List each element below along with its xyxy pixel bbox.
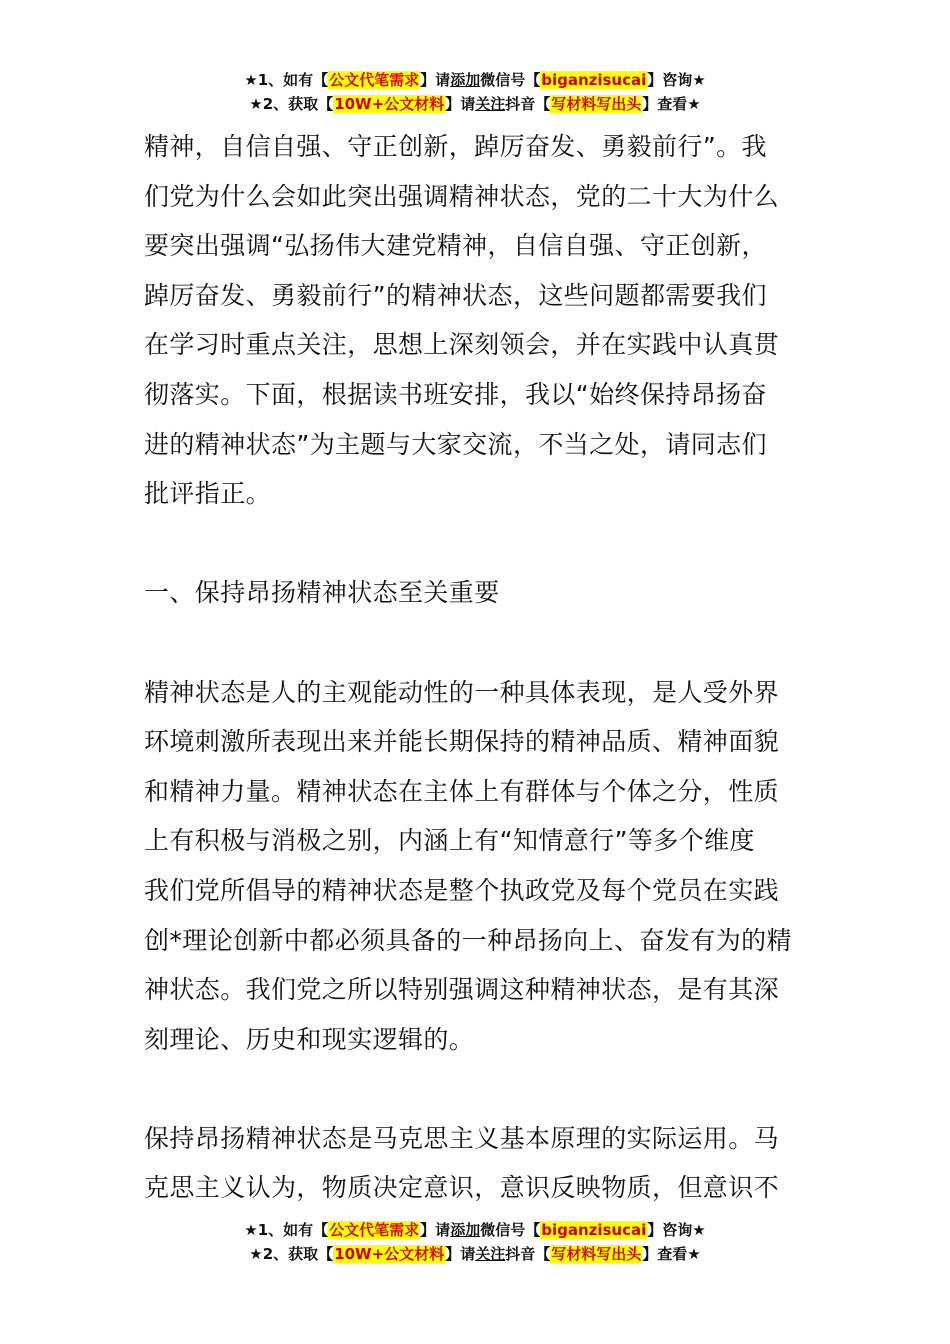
promo-text: 抖音【 [505,1245,551,1263]
promo-text: 抖音【 [505,95,551,113]
text-line: 神状态。我们党之所以特别强调这种精神状态，是有其深 [144,975,780,1005]
promo-highlight: 写材料写出头 [551,95,642,113]
promo-text: 】请 [420,1221,451,1239]
heading-line: 一、保持昂扬精神状态至关重要 [144,578,500,608]
text-line: 精神，自信自强、守正创新，踔厉奋发、勇毅前行”。我 [144,132,767,161]
promo-text: 】请 [445,95,476,113]
promo-highlight: 公文代笔需求 [329,1221,420,1239]
promo-line-1 [0,68,950,92]
promo-line-2 [0,1242,950,1266]
promo-text: 】咨询★ [647,1221,706,1239]
promo-text: ★1、如有【 [244,1221,329,1239]
promo-banner-top [0,68,950,116]
promo-banner-bottom [0,1218,950,1266]
promo-text: 微信号【 [480,1221,541,1239]
promo-text: 】请 [420,71,451,89]
text-line: 环境刺激所表现出来并能长期保持的精神品质、精神面貌 [144,727,780,757]
text-line: 我们党所倡导的精神状态是整个执政党及每个党员在实践 [144,875,780,905]
paragraph-gap [144,1064,816,1114]
promo-text: ★1、如有【 [244,71,329,89]
document-body [144,122,816,1213]
text-line: 刻理论、历史和现实逻辑的。 [144,1024,475,1054]
promo-underline: 关注 [475,95,506,113]
promo-text: ★2、获取【 [249,1245,334,1263]
promo-text: 】请 [445,1245,476,1263]
promo-text: 】咨询★ [647,71,706,89]
text-line: 和精神力量。精神状态在主体上有群体与个体之分，性质 [144,776,780,806]
promo-highlight: biganzisucai [541,71,647,89]
promo-line-1 [0,1218,950,1242]
section-heading [144,568,816,618]
text-line: 进的精神状态”为主题与大家交流，不当之处，请同志们 [144,429,767,459]
promo-text: 】查看★ [642,1245,701,1263]
text-line: 彻落实。下面，根据读书班安排，我以“始终保持昂扬奋 [144,379,767,409]
text-line: 要突出强调“弘扬伟大建党精神，自信自强、守正创新， [144,231,767,261]
text-line: 踔厉奋发、勇毅前行”的精神状态，这些问题都需要我们 [144,280,767,310]
text-line: 批评指正。 [144,479,272,509]
promo-line-2 [0,92,950,116]
paragraph-definition [144,668,816,1065]
text-line: 保持昂扬精神状态是马克思主义基本原理的实际运用。马 [144,1123,780,1153]
text-line: 精神状态是人的主观能动性的一种具体表现，是人受外界 [144,677,780,707]
promo-highlight: 10W+公文材料 [334,1245,445,1263]
text-line: 上有积极与消极之别，内涵上有“知情意行”等多个维度 [144,826,755,856]
promo-underline: 添加 [450,71,481,89]
promo-highlight: 10W+公文材料 [334,95,445,113]
promo-text: 微信号【 [480,71,541,89]
paragraph-gap [144,618,816,668]
paragraph-gap [144,519,816,569]
paragraph-marxism [144,1114,816,1213]
promo-underline: 添加 [450,1221,481,1239]
text-line: 创*理论创新中都必须具备的一种昂扬向上、奋发有为的精 [144,925,792,955]
promo-highlight: 公文代笔需求 [329,71,420,89]
promo-highlight: biganzisucai [541,1221,647,1239]
promo-text: 】查看★ [642,95,701,113]
text-line: 克思主义认为，物质决定意识，意识反映物质，但意识不 [144,1173,780,1203]
promo-underline: 关注 [475,1245,506,1263]
promo-text: ★2、获取【 [249,95,334,113]
text-line: 们党为什么会如此突出强调精神状态，党的二十大为什么 [144,181,780,211]
promo-highlight: 写材料写出头 [551,1245,642,1263]
paragraph-intro [144,122,816,519]
text-line: 在学习时重点关注，思想上深刻领会，并在实践中认真贯 [144,330,780,360]
